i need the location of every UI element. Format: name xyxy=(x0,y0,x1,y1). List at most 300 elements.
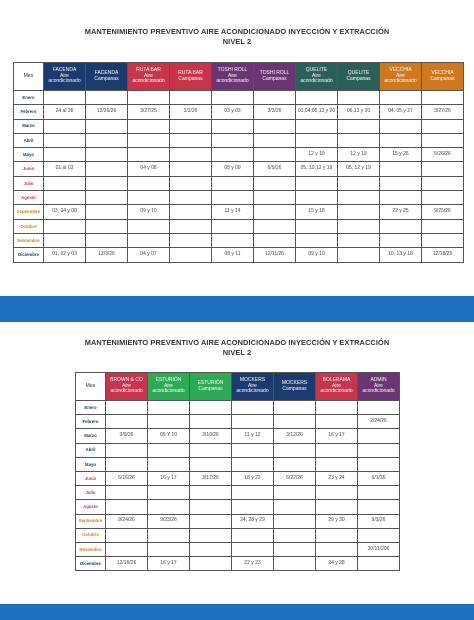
date-cell xyxy=(338,91,380,105)
column-type: Campanas xyxy=(178,75,203,82)
table-row xyxy=(76,443,400,457)
table-row xyxy=(76,401,400,415)
date-cell xyxy=(44,133,86,147)
page2-title xyxy=(0,338,474,358)
date-cell: 11 y 12 xyxy=(232,429,274,443)
column-type: Campanas xyxy=(198,385,223,392)
date-cell xyxy=(212,233,254,247)
date-cell xyxy=(274,415,316,429)
column-name: ESTURIÓN xyxy=(197,379,224,386)
date-cell xyxy=(86,176,128,190)
date-cell: 22 y 23 xyxy=(232,557,274,571)
column-header xyxy=(106,373,148,401)
date-cell xyxy=(170,176,212,190)
date-cell xyxy=(190,557,232,571)
date-cell xyxy=(274,486,316,500)
column-name: FACENDA xyxy=(52,67,77,74)
date-cell xyxy=(358,401,400,415)
date-cell xyxy=(338,176,380,190)
date-cell xyxy=(316,415,358,429)
date-cell xyxy=(148,443,190,457)
column-type: Campanas xyxy=(430,75,455,82)
date-cell xyxy=(190,415,232,429)
date-cell xyxy=(358,528,400,542)
date-cell xyxy=(338,233,380,247)
column-type: Campanas xyxy=(282,385,307,392)
date-cell xyxy=(338,133,380,147)
table-row xyxy=(14,162,464,176)
date-cell xyxy=(380,162,422,176)
date-cell xyxy=(338,219,380,233)
month-cell: Marzo xyxy=(76,429,106,443)
date-cell: 16 y 17 xyxy=(148,471,190,485)
date-cell: 03 y 03 xyxy=(212,105,254,119)
column-header xyxy=(338,63,380,91)
column-type: Aire acondicionado xyxy=(48,72,81,85)
date-cell xyxy=(148,542,190,556)
date-cell: 12/26/26 xyxy=(86,105,128,119)
table-row xyxy=(14,119,464,133)
date-cell xyxy=(254,148,296,162)
date-cell xyxy=(212,148,254,162)
column-header xyxy=(274,373,316,401)
date-cell: 09 Y 10 xyxy=(148,429,190,443)
date-cell xyxy=(170,248,212,262)
date-cell xyxy=(148,528,190,542)
date-cell xyxy=(422,219,464,233)
date-cell xyxy=(170,162,212,176)
date-cell: 9/3/26 xyxy=(358,514,400,528)
date-cell xyxy=(296,91,338,105)
date-cell xyxy=(44,233,86,247)
date-cell xyxy=(170,148,212,162)
date-cell: 09 y 10 xyxy=(128,205,170,219)
date-cell xyxy=(316,500,358,514)
date-cell xyxy=(316,486,358,500)
date-cell xyxy=(422,176,464,190)
date-cell xyxy=(128,233,170,247)
date-cell: 30/11/206 xyxy=(358,542,400,556)
date-cell xyxy=(422,162,464,176)
date-cell: 05, 12 y 19 xyxy=(338,162,380,176)
date-cell xyxy=(274,542,316,556)
date-cell xyxy=(296,191,338,205)
month-cell: Julio xyxy=(14,176,44,190)
date-cell xyxy=(358,429,400,443)
column-name: QUELITE xyxy=(305,67,328,74)
date-cell: 3/17/26 xyxy=(190,471,232,485)
date-cell xyxy=(170,91,212,105)
month-cell: Septiembre xyxy=(14,205,44,219)
table-row xyxy=(76,415,400,429)
column-header xyxy=(212,63,254,91)
date-cell xyxy=(316,443,358,457)
date-cell xyxy=(190,500,232,514)
table-row xyxy=(14,91,464,105)
month-cell: Marzo xyxy=(14,119,44,133)
date-cell xyxy=(274,443,316,457)
date-cell xyxy=(190,514,232,528)
month-cell: Mayo xyxy=(14,148,44,162)
date-cell: 12/18/25 xyxy=(422,248,464,262)
date-cell xyxy=(274,457,316,471)
header-row xyxy=(14,63,464,91)
date-cell: 5/26/26 xyxy=(422,148,464,162)
month-cell: Octubre xyxy=(76,528,106,542)
date-cell: 3/27/25 xyxy=(128,105,170,119)
date-cell xyxy=(190,486,232,500)
date-cell xyxy=(232,486,274,500)
column-header xyxy=(358,373,400,401)
date-cell xyxy=(170,233,212,247)
date-cell xyxy=(232,443,274,457)
date-cell xyxy=(44,119,86,133)
date-cell xyxy=(254,133,296,147)
date-cell xyxy=(44,219,86,233)
date-cell xyxy=(148,457,190,471)
date-cell xyxy=(422,119,464,133)
date-cell xyxy=(44,148,86,162)
table-row xyxy=(76,457,400,471)
table-row xyxy=(76,528,400,542)
table-row xyxy=(14,105,464,119)
date-cell xyxy=(232,401,274,415)
date-cell xyxy=(274,557,316,571)
date-cell xyxy=(128,133,170,147)
column-name: BOLERAMA xyxy=(322,377,351,384)
date-cell xyxy=(106,401,148,415)
date-cell: 10, 13 y 18 xyxy=(380,248,422,262)
column-header xyxy=(44,63,86,91)
page1-title xyxy=(0,27,474,47)
table-row xyxy=(14,148,464,162)
date-cell: 15 y 18 xyxy=(296,205,338,219)
blue-divider-band xyxy=(0,296,474,322)
date-cell xyxy=(106,528,148,542)
date-cell xyxy=(106,443,148,457)
date-cell xyxy=(190,443,232,457)
month-cell: Febrero xyxy=(14,105,44,119)
month-cell: Mayo xyxy=(76,457,106,471)
date-cell: 9/24/26 xyxy=(106,514,148,528)
date-cell xyxy=(254,233,296,247)
date-cell: 3/10/26 xyxy=(190,429,232,443)
blue-footer-band xyxy=(0,604,474,620)
month-cell: Enero xyxy=(76,401,106,415)
column-header xyxy=(170,63,212,91)
date-cell xyxy=(274,500,316,514)
date-cell: 3/9/26 xyxy=(106,429,148,443)
column-name: ESTURIÓN xyxy=(155,377,182,384)
date-cell xyxy=(274,401,316,415)
date-cell xyxy=(316,528,358,542)
date-cell: 23 y 24 xyxy=(316,471,358,485)
date-cell xyxy=(148,401,190,415)
date-cell: 12/16/26 xyxy=(106,557,148,571)
column-header xyxy=(316,373,358,401)
column-header xyxy=(148,373,190,401)
date-cell: 03, 04 y 08 xyxy=(44,205,86,219)
date-cell xyxy=(44,191,86,205)
column-header xyxy=(422,63,464,91)
date-cell xyxy=(212,91,254,105)
date-cell xyxy=(86,219,128,233)
date-cell: 12 y 19 xyxy=(296,148,338,162)
date-cell: 12/11/26 xyxy=(254,248,296,262)
date-cell xyxy=(128,148,170,162)
month-cell: Enero xyxy=(14,91,44,105)
month-cell: Diciembre xyxy=(14,248,44,262)
date-cell xyxy=(338,191,380,205)
date-cell xyxy=(86,91,128,105)
date-cell xyxy=(254,191,296,205)
month-cell: Abril xyxy=(14,133,44,147)
date-cell xyxy=(212,133,254,147)
date-cell xyxy=(128,191,170,205)
date-cell xyxy=(380,133,422,147)
date-cell: 03,04,06,13 y 20 xyxy=(296,105,338,119)
date-cell xyxy=(422,191,464,205)
mes-header: Mes xyxy=(76,373,106,401)
column-name: QUELITE xyxy=(347,69,370,76)
date-cell: 6/16/26 xyxy=(106,471,148,485)
date-cell: 08 y 09 xyxy=(212,162,254,176)
table-row xyxy=(14,205,464,219)
column-name: TOSHI ROLL xyxy=(217,67,248,74)
date-cell: 24 al 26 xyxy=(44,105,86,119)
date-cell xyxy=(170,133,212,147)
date-cell xyxy=(254,119,296,133)
date-cell xyxy=(44,176,86,190)
column-type: Campanas xyxy=(94,75,119,82)
table-row xyxy=(14,219,464,233)
month-cell: Septiembre xyxy=(76,514,106,528)
date-cell xyxy=(338,205,380,219)
table-row xyxy=(14,191,464,205)
column-name: ADMIN xyxy=(370,377,387,384)
month-cell: Febrero xyxy=(76,415,106,429)
table-row xyxy=(76,471,400,485)
column-type: Aire acondicionado xyxy=(132,72,165,85)
date-cell: 9/23/26 xyxy=(148,514,190,528)
date-cell xyxy=(380,91,422,105)
date-cell xyxy=(358,557,400,571)
date-cell: 04 y 08 xyxy=(128,162,170,176)
date-cell xyxy=(86,133,128,147)
date-cell: 08 y 11 xyxy=(212,248,254,262)
date-cell xyxy=(316,457,358,471)
date-cell xyxy=(106,457,148,471)
date-cell xyxy=(380,219,422,233)
date-cell: 3/12/26 xyxy=(274,429,316,443)
date-cell xyxy=(380,176,422,190)
date-cell xyxy=(190,528,232,542)
column-type: Aire acondicionado xyxy=(362,382,395,395)
date-cell xyxy=(170,205,212,219)
header-row xyxy=(76,373,400,401)
date-cell xyxy=(316,542,358,556)
column-type: Aire acondicionado xyxy=(300,72,333,85)
page2-title-line2: NIVEL 2 xyxy=(222,348,252,357)
date-cell: 11 y 14 xyxy=(212,205,254,219)
date-cell xyxy=(128,119,170,133)
date-cell: 15 y 26 xyxy=(380,148,422,162)
date-cell xyxy=(86,119,128,133)
date-cell xyxy=(254,205,296,219)
date-cell: 06,13 y 20 xyxy=(338,105,380,119)
date-cell xyxy=(274,514,316,528)
column-name: VECCHIA xyxy=(431,69,454,76)
table-row xyxy=(14,233,464,247)
column-header xyxy=(86,63,128,91)
date-cell xyxy=(232,500,274,514)
date-cell xyxy=(254,219,296,233)
date-cell: 6/9/26 xyxy=(254,162,296,176)
date-cell: 16 y 17 xyxy=(148,557,190,571)
column-type: Aire acondicionado xyxy=(320,382,353,395)
column-type: Aire acondicionado xyxy=(236,382,269,395)
date-cell xyxy=(170,219,212,233)
date-cell: 3/2/26 xyxy=(170,105,212,119)
column-type: Campanas xyxy=(346,75,371,82)
date-cell xyxy=(422,133,464,147)
date-cell: 09 y 10 xyxy=(296,248,338,262)
table-row xyxy=(76,514,400,528)
date-cell: 3/3/26 xyxy=(254,105,296,119)
month-cell: Noviembre xyxy=(76,542,106,556)
column-type: Aire acondicionado xyxy=(216,72,249,85)
column-header xyxy=(254,63,296,91)
month-cell: Diciembre xyxy=(76,557,106,571)
date-cell xyxy=(358,443,400,457)
month-cell: Agosto xyxy=(14,191,44,205)
date-cell xyxy=(106,415,148,429)
page1-title-line2: NIVEL 2 xyxy=(222,37,252,46)
date-cell xyxy=(232,415,274,429)
date-cell xyxy=(190,401,232,415)
date-cell xyxy=(274,528,316,542)
date-cell xyxy=(254,91,296,105)
date-cell xyxy=(190,542,232,556)
table-row xyxy=(76,557,400,571)
date-cell xyxy=(44,91,86,105)
date-cell: 05, 10,12 y 19 xyxy=(296,162,338,176)
date-cell: 12 y 19 xyxy=(338,148,380,162)
column-name: MOCKERS xyxy=(281,379,308,386)
month-cell: Julio xyxy=(76,486,106,500)
date-cell xyxy=(380,191,422,205)
column-name: BROWN & CO xyxy=(110,377,143,384)
column-name: FACENDA xyxy=(94,69,119,76)
date-cell xyxy=(338,119,380,133)
date-cell xyxy=(316,401,358,415)
date-cell: 04, 05 y 27 xyxy=(380,105,422,119)
column-header xyxy=(232,373,274,401)
table-row xyxy=(76,486,400,500)
date-cell xyxy=(296,233,338,247)
date-cell: 24, 28 y 29 xyxy=(232,514,274,528)
date-cell xyxy=(106,542,148,556)
date-cell xyxy=(128,219,170,233)
column-header xyxy=(190,373,232,401)
column-name: RUTA BAR xyxy=(178,69,203,76)
date-cell xyxy=(86,205,128,219)
date-cell: 01, 02 y 03 xyxy=(44,248,86,262)
month-cell: Junio xyxy=(76,471,106,485)
date-cell: 6/22/26 xyxy=(274,471,316,485)
date-cell xyxy=(422,233,464,247)
date-cell: 16 y 17 xyxy=(316,429,358,443)
column-name: TOSHI ROLL xyxy=(259,69,290,76)
date-cell xyxy=(212,219,254,233)
table-row xyxy=(76,500,400,514)
date-cell: 12/3/26 xyxy=(86,248,128,262)
column-header xyxy=(380,63,422,91)
date-cell xyxy=(254,176,296,190)
date-cell: 9/25/26 xyxy=(422,205,464,219)
date-cell xyxy=(128,176,170,190)
date-cell xyxy=(86,162,128,176)
date-cell xyxy=(296,176,338,190)
date-cell xyxy=(212,191,254,205)
date-cell: 2/24/26 xyxy=(358,415,400,429)
date-cell: 18 y 22 xyxy=(232,471,274,485)
date-cell xyxy=(212,176,254,190)
date-cell xyxy=(212,119,254,133)
date-cell xyxy=(380,233,422,247)
table-row xyxy=(76,429,400,443)
table-row xyxy=(76,542,400,556)
date-cell: 3/27/26 xyxy=(422,105,464,119)
date-cell xyxy=(106,486,148,500)
column-header xyxy=(128,63,170,91)
column-name: VECCHIA xyxy=(389,67,412,74)
column-type: Aire acondicionado xyxy=(110,382,143,395)
date-cell xyxy=(148,500,190,514)
date-cell xyxy=(232,457,274,471)
date-cell xyxy=(106,500,148,514)
date-cell xyxy=(232,528,274,542)
table-row xyxy=(14,176,464,190)
date-cell xyxy=(148,486,190,500)
column-name: MOCKERS xyxy=(239,377,266,384)
date-cell xyxy=(358,486,400,500)
month-cell: Noviembre xyxy=(14,233,44,247)
date-cell: 01 al 03 xyxy=(44,162,86,176)
date-cell xyxy=(296,133,338,147)
page1-title-line1: MANTENIMIENTO PREVENTIVO AIRE ACONDICIONADO INYECCIÓN Y EXTRACCIÓN xyxy=(84,27,390,36)
maintenance-table-2 xyxy=(75,372,400,571)
date-cell xyxy=(358,500,400,514)
date-cell xyxy=(296,119,338,133)
date-cell xyxy=(338,248,380,262)
date-cell: 24 y 28 xyxy=(316,557,358,571)
date-cell xyxy=(148,415,190,429)
date-cell xyxy=(170,191,212,205)
month-cell: Agosto xyxy=(76,500,106,514)
month-cell: Junio xyxy=(14,162,44,176)
mes-header: Mes xyxy=(14,63,44,91)
date-cell xyxy=(232,542,274,556)
date-cell: 29 y 30 xyxy=(316,514,358,528)
date-cell xyxy=(422,91,464,105)
date-cell xyxy=(86,148,128,162)
date-cell xyxy=(380,119,422,133)
column-type: Campanas xyxy=(262,75,287,82)
date-cell xyxy=(86,191,128,205)
date-cell: 6/1/26 xyxy=(358,471,400,485)
maintenance-table-1 xyxy=(13,62,464,263)
